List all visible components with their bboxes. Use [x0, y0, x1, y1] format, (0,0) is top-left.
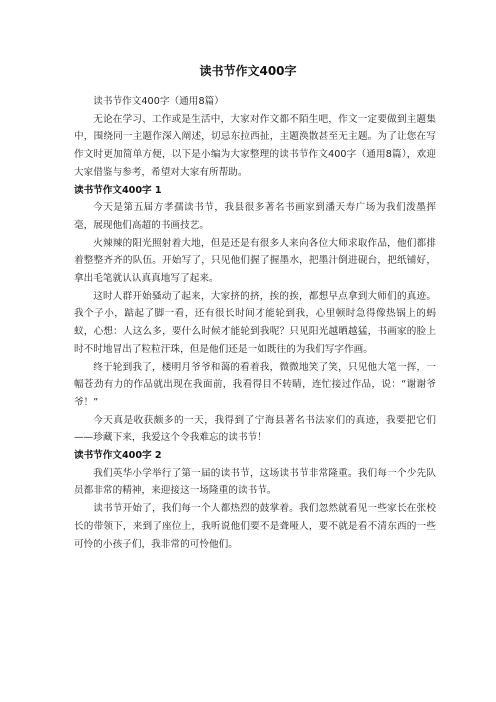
section-paragraph: 今天真是收获颇多的一天，我得到了宁海县著名书法家们的真迹，我要把它们——珍藏下来，我爱这个令我难忘的读书节！ [74, 414, 436, 444]
document-title: 读书节作文400字 [199, 64, 297, 78]
section-heading: 读书节作文400字 2 [74, 450, 162, 462]
section-heading: 读书节作文400字 1 [74, 184, 162, 196]
intro-subtitle: 读书节作文400字（通用8篇） [93, 96, 224, 107]
section-paragraph: 读书节开始了，我们每一个人都热烈的鼓掌着。我们忽然就看见一些家长在张校长的带领下，来到了座位上，我听说他们要不是聋哑人，要不就是看不清东西的一些可怜的小孩子们，我非常的可怜他们。 [74, 503, 436, 550]
section-paragraph: 终于轮到我了，楼明月爷爷和蔼的看着我，微微地笑了笑，只见他大笔一挥，一幅苍劲有力的作品就出现在我面前，我看得目不转睛，连忙接过作品，说：“谢谢爷爷！” [74, 361, 436, 408]
section-paragraph: 我们英华小学举行了第一届的读书节，这场读书节非常隆重。我们每一个少先队员都非常的精神，来迎接这一场隆重的读书节。 [74, 467, 436, 497]
section-paragraph: 火辣辣的阳光照射着大地，但是还是有很多人来向各位大师求取作品，他们都排着整整齐齐的队伍。开始写了，只见他们握了握墨水，把墨汁倒进砚台，把纸铺好，拿出毛笔就认认真真地写了起来。 [74, 237, 436, 285]
section-paragraph: 今天是第五届方孝孺读书节，我县很多著名书画家到潘天寿广场为我们泼墨挥毫，展现他们高超的书画技艺。 [74, 202, 436, 231]
section-paragraph: 这时人群开始骚动了起来，大家挤的挤，挨的挨，都想早点拿到大师们的真迹。我个子小，踮起了脚一看，还有很长时间才能轮到我，心里顿时急得像热锅上的蚂蚁，心想：人这么多，要什么时候才能轮到我呢？只见阳光越晒越猛，书画家的脸上时不时地冒出了粒粒汗珠，但是他们还是一如既往的为我们写字作画。 [74, 290, 436, 355]
intro-paragraph: 无论在学习、工作或是生活中，大家对作文都不陌生吧，作文一定要做到主题集中，围绕同一主题作深入阐述，切忌东拉西扯，主题涣散甚至无主题。为了让您在写作文时更加简单方便，以下是小编为大家整理的读书节作文400字（通用8篇），欢迎大家借鉴与参考，希望对大家有所帮助。 [74, 113, 436, 178]
document-body [74, 93, 436, 553]
